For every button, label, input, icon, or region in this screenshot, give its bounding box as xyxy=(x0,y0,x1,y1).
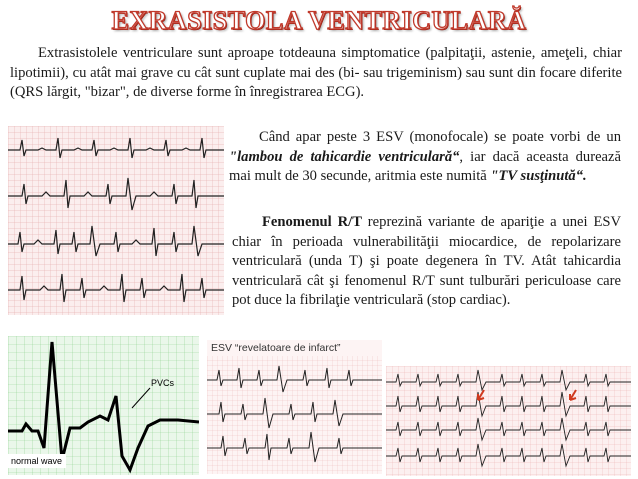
para2-emphasis-2: "TV susţinută“. xyxy=(490,168,587,184)
pvcs-label: PVCs xyxy=(151,378,175,388)
tachycardia-paragraph xyxy=(229,128,621,187)
para2-text-1: Când apar peste 3 ESV (monofocale) se poate vorbi de un xyxy=(259,129,621,145)
para3-strong: Fenomenul R/T xyxy=(262,214,362,230)
pvc-closeup-image xyxy=(8,336,199,475)
multilead-ecg-image xyxy=(386,366,631,476)
infarct-esv-image xyxy=(207,340,382,474)
intro-paragraph: Extrasistolele ventriculare sunt aproape totdeauna simptomatice (palpitaţii, astenie, ameţeli, chiar lipotimii), cu atât mai grave cu cât sunt cuplate mai des (bi- sau trigeminism) sau sunt din focare diferite (QRS lărgit, "bizar", de diverse forme în înregistrarea ECG). xyxy=(10,45,622,100)
para3-text: reprezină variante de apariţie a unei ESV chiar în perioada vulnerabilităţii miocardice, de repolarizare ventriculară (unda T) şi poate degenera în TV. Atât tahicardia ventriculară cât şi fenomenul R/T sunt tulburări periculoase care pot duce la fibrilaţie ventriculară (stop cardiac). xyxy=(232,214,622,308)
infarct-esv-caption: ESV “revelatoare de infarct” xyxy=(211,342,341,354)
para2-emphasis-1: "lambou de tahicardie ventriculară“ xyxy=(229,148,460,165)
ecg-strips-image xyxy=(8,126,224,315)
para2-text-2: , iar dacă aceasta durează mai mult de 30 secunde, aritmia este numită xyxy=(229,148,621,184)
normal-wave-label: normal wave xyxy=(11,456,63,466)
page-title: EXRASISTOLA VENTRICULARĂ xyxy=(111,6,527,35)
rt-phenomenon-paragraph xyxy=(232,213,621,311)
